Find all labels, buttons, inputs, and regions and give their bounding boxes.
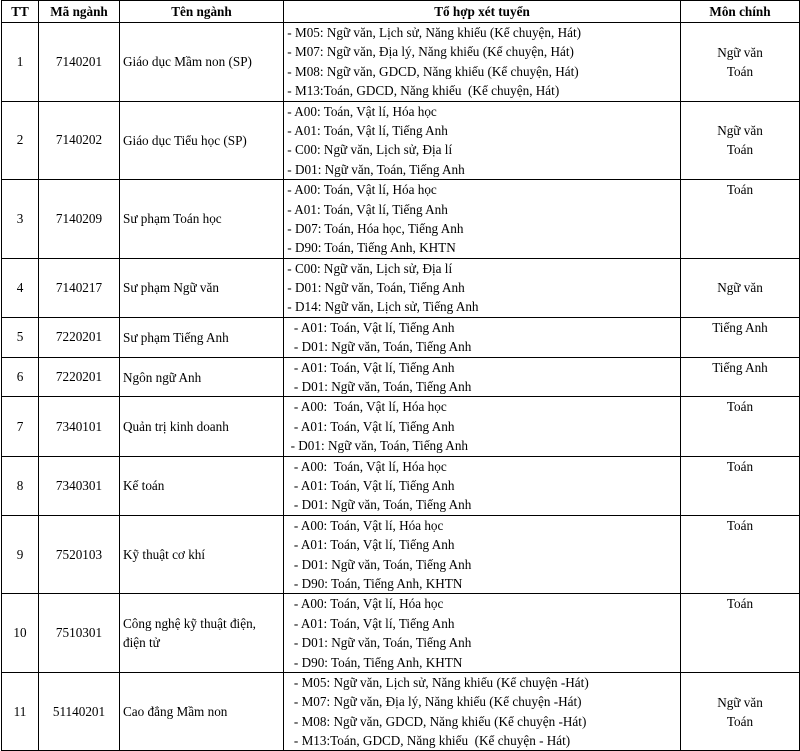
major-name	[120, 515, 284, 594]
row-number: 6	[2, 357, 39, 397]
header-row	[2, 1, 800, 23]
major-code: 7140209	[39, 180, 120, 259]
major-name	[120, 180, 284, 259]
combination-line: - A00: Toán, Vật lí, Hóa học	[284, 182, 437, 198]
main-subject	[681, 456, 800, 515]
combination-line: - M07: Ngữ văn, Địa lý, Năng khiếu (Kể chuyện, Hát)	[284, 44, 574, 60]
combination-line: - D90: Toán, Tiếng Anh, KHTN	[284, 240, 456, 256]
major-code: 51140201	[39, 672, 120, 751]
major-name-line: Công nghệ kỹ thuật điện,	[123, 616, 256, 632]
combination-line: - D01: Ngữ văn, Toán, Tiếng Anh	[284, 339, 472, 355]
combination-line: - M05: Ngữ văn, Lịch sử, Năng khiếu (Kể chuyện -Hát)	[284, 674, 589, 690]
combination-line: - D01: Ngữ văn, Toán, Tiếng Anh	[284, 280, 465, 296]
combination-line: - D01: Ngữ văn, Toán, Tiếng Anh	[284, 161, 465, 177]
major-code: 7340301	[39, 456, 120, 515]
main-subject-line: Toán	[726, 182, 754, 198]
subject-combinations	[284, 515, 681, 594]
combination-line: - A01: Toán, Vật lí, Tiếng Anh	[284, 319, 455, 335]
main-subject-line: Ngữ văn	[717, 694, 763, 710]
combination-line: - M08: Ngữ văn, GDCD, Năng khiếu (Kể chuyện, Hát)	[284, 63, 579, 79]
subject-combinations	[284, 101, 681, 180]
subject-combinations	[284, 23, 681, 102]
major-name-line: Ngôn ngữ Anh	[123, 369, 202, 385]
major-name-line: Sư phạm Tiếng Anh	[123, 329, 229, 345]
major-code: 7140201	[39, 23, 120, 102]
major-name	[120, 456, 284, 515]
main-subject-line: Toán	[726, 63, 754, 79]
major-name	[120, 357, 284, 397]
header-to-hop: Tổ hợp xét tuyển	[284, 1, 681, 23]
combination-line: - D01: Ngữ văn, Toán, Tiếng Anh	[284, 438, 469, 454]
main-subject-line: Toán	[726, 517, 754, 533]
combination-line: - A01: Toán, Vật lí, Tiếng Anh	[284, 201, 448, 217]
subject-combinations	[284, 357, 681, 397]
major-name	[120, 594, 284, 673]
major-name	[120, 317, 284, 357]
major-name-line: Giáo dục Tiểu học (SP)	[123, 132, 247, 148]
main-subject-line: Ngữ văn	[717, 123, 763, 139]
table-row	[2, 180, 800, 259]
combination-line: - A01: Toán, Vật lí, Tiếng Anh	[284, 537, 455, 553]
table-row	[2, 258, 800, 317]
main-subject	[681, 101, 800, 180]
subject-combinations	[284, 397, 681, 456]
main-subject	[681, 594, 800, 673]
major-name	[120, 23, 284, 102]
combination-line: - A00: Toán, Vật lí, Hóa học	[284, 596, 444, 612]
combination-line: - D01: Ngữ văn, Toán, Tiếng Anh	[284, 556, 472, 572]
main-subject	[681, 180, 800, 259]
major-code: 7220201	[39, 317, 120, 357]
header-mon-chinh: Môn chính	[681, 1, 800, 23]
main-subject-line: Toán	[726, 142, 754, 158]
main-subject	[681, 397, 800, 456]
major-name-line: Quản trị kinh doanh	[123, 419, 229, 434]
main-subject	[681, 357, 800, 397]
main-subject-line: Toán	[726, 399, 754, 415]
table-row	[2, 101, 800, 180]
major-name	[120, 397, 284, 456]
table-row	[2, 397, 800, 456]
combination-line: - A00: Toán, Vật lí, Hóa học	[284, 399, 447, 415]
combination-line: - M05: Ngữ văn, Lịch sử, Năng khiếu (Kể chuyện, Hát)	[284, 25, 582, 40]
combination-line: - A01: Toán, Vật lí, Tiếng Anh	[284, 615, 455, 631]
main-subject	[681, 672, 800, 751]
major-name-line: Cao đẳng Mầm non	[123, 704, 228, 720]
combination-line: - A00: Toán, Vật lí, Hóa học	[284, 103, 437, 119]
major-code: 7140217	[39, 258, 120, 317]
combination-line: - C00: Ngữ văn, Lịch sử, Địa lí	[284, 260, 453, 276]
header-tt: TT	[2, 1, 39, 23]
row-number: 11	[2, 672, 39, 751]
combination-line: - A00: Toán, Vật lí, Hóa học	[284, 458, 447, 474]
table-row	[2, 317, 800, 357]
table-row	[2, 594, 800, 673]
header-ma-nganh: Mã ngành	[39, 1, 120, 23]
table-row	[2, 515, 800, 594]
table-body	[2, 23, 800, 751]
row-number: 1	[2, 23, 39, 102]
subject-combinations	[284, 456, 681, 515]
major-name	[120, 672, 284, 751]
major-name-line: Sư phạm Toán học	[123, 211, 222, 227]
combination-line: - A01: Toán, Vật lí, Tiếng Anh	[284, 418, 455, 434]
table-row	[2, 357, 800, 397]
major-code: 7140202	[39, 101, 120, 180]
main-subject	[681, 317, 800, 357]
main-subject-line: Toán	[726, 458, 754, 474]
main-subject-line: Toán	[726, 713, 754, 729]
major-name-line: Kỹ thuật cơ khí	[123, 547, 206, 563]
subject-combinations	[284, 317, 681, 357]
major-code: 7220201	[39, 357, 120, 397]
major-name	[120, 258, 284, 317]
major-code: 7340101	[39, 397, 120, 456]
row-number: 9	[2, 515, 39, 594]
table-row	[2, 23, 800, 102]
subject-combinations	[284, 594, 681, 673]
combination-line: - M13:Toán, GDCD, Năng khiếu (Kể chuyện - Hát)	[284, 733, 571, 749]
combination-line: - D07: Toán, Hóa học, Tiếng Anh	[284, 220, 464, 236]
major-name-line: điện tử	[123, 635, 160, 651]
combination-line: - M08: Ngữ văn, GDCD, Năng khiếu (Kể chuyện -Hát)	[284, 713, 587, 729]
major-code: 7510301	[39, 594, 120, 673]
row-number: 5	[2, 317, 39, 357]
admissions-table	[1, 0, 800, 751]
combination-line: - M13:Toán, GDCD, Năng khiếu (Kể chuyện, Hát)	[284, 83, 560, 99]
main-subject	[681, 258, 800, 317]
main-subject-line: Ngữ văn	[717, 44, 763, 60]
table-row	[2, 672, 800, 751]
main-subject	[681, 515, 800, 594]
table-row	[2, 456, 800, 515]
main-subject	[681, 23, 800, 102]
major-code: 7520103	[39, 515, 120, 594]
subject-combinations	[284, 180, 681, 259]
major-name-line: Kế toán	[123, 478, 165, 494]
combination-line: - C00: Ngữ văn, Lịch sử, Địa lí	[284, 142, 453, 158]
major-name-line: Sư phạm Ngữ văn	[123, 280, 219, 296]
combination-line: - D01: Ngữ văn, Toán, Tiếng Anh	[284, 497, 472, 513]
combination-line: - A01: Toán, Vật lí, Tiếng Anh	[284, 122, 448, 138]
row-number: 2	[2, 101, 39, 180]
combination-line: - D01: Ngữ văn, Toán, Tiếng Anh	[284, 635, 472, 651]
combination-line: - A01: Toán, Vật lí, Tiếng Anh	[284, 477, 455, 493]
row-number: 4	[2, 258, 39, 317]
row-number: 3	[2, 180, 39, 259]
major-name-line: Giáo dục Mầm non (SP)	[123, 54, 252, 70]
combination-line: - A01: Toán, Vật lí, Tiếng Anh	[284, 359, 455, 375]
combination-line: - D90: Toán, Tiếng Anh, KHTN	[284, 575, 463, 591]
subject-combinations	[284, 672, 681, 751]
subject-combinations	[284, 258, 681, 317]
major-name	[120, 101, 284, 180]
main-subject-line: Tiếng Anh	[712, 359, 768, 375]
main-subject-line: Tiếng Anh	[712, 319, 768, 335]
row-number: 8	[2, 456, 39, 515]
combination-line: - D14: Ngữ văn, Lịch sử, Tiếng Anh	[284, 299, 479, 315]
row-number: 7	[2, 397, 39, 456]
combination-line: - D01: Ngữ văn, Toán, Tiếng Anh	[284, 379, 472, 395]
main-subject-line: Toán	[726, 596, 754, 612]
row-number: 10	[2, 594, 39, 673]
main-subject-line: Ngữ văn	[717, 280, 763, 296]
header-ten-nganh: Tên ngành	[120, 1, 284, 23]
combination-line: - D90: Toán, Tiếng Anh, KHTN	[284, 654, 463, 670]
combination-line: - M07: Ngữ văn, Địa lý, Năng khiếu (Kể chuyện -Hát)	[284, 694, 582, 710]
combination-line: - A00: Toán, Vật lí, Hóa học	[284, 517, 444, 533]
